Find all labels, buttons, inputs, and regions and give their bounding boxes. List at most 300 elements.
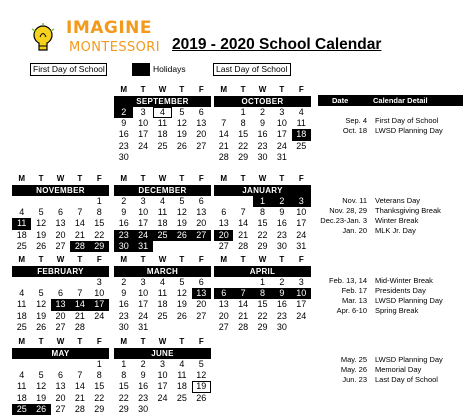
day-cell: 27 (55, 240, 66, 251)
day-cell: 17 (276, 129, 287, 140)
day-cell: 28 (238, 321, 249, 332)
event-row (306, 276, 466, 286)
logo-text-imagine (66, 18, 152, 38)
day-cell: 7 (77, 207, 83, 218)
day-cell: 21 (74, 392, 85, 403)
day-cell: 15 (118, 381, 129, 392)
day-cell: 20 (55, 392, 66, 403)
day-cell: 3 (140, 196, 146, 206)
event-detail: Spring Break (375, 306, 419, 315)
event-row (306, 365, 466, 375)
day-cell: 7 (240, 207, 246, 218)
day-cell: 23 (138, 392, 149, 403)
day-cell: 16 (118, 218, 129, 229)
day-cell: 6 (57, 288, 63, 299)
day-cell: 11 (157, 288, 168, 299)
day-cell: 4 (159, 196, 165, 206)
day-cell: 9 (279, 207, 285, 218)
weekday-label: W (158, 174, 167, 183)
day-cell: 21 (238, 310, 249, 321)
event-date: Jan. 20 (342, 226, 367, 235)
day-cell: 17 (138, 299, 149, 310)
day-grid (12, 277, 109, 333)
day-cell-holiday: 25 (153, 230, 172, 241)
day-cell: 10 (296, 207, 307, 218)
day-cell-holiday: 9 (272, 288, 291, 299)
day-empty (51, 196, 70, 207)
month-november (12, 173, 109, 252)
event-detail: First Day of School (375, 116, 439, 125)
day-cell: 11 (177, 370, 187, 381)
day-cell: 29 (94, 403, 105, 414)
day-cell-holiday: 7 (233, 288, 252, 299)
weekday-label: F (298, 85, 304, 94)
day-cell: 28 (74, 403, 85, 414)
day-cell-holiday: 13 (51, 299, 70, 310)
weekday-label: M (120, 85, 128, 94)
day-cell: 22 (257, 310, 268, 321)
day-cell: 23 (276, 229, 287, 240)
day-cell: 18 (157, 299, 168, 310)
weekday-label: T (279, 174, 285, 183)
event-detail: LWSD Planning Day (375, 355, 443, 364)
day-cell: 24 (276, 140, 287, 151)
weekday-label: T (279, 85, 285, 94)
day-cell: 9 (121, 288, 127, 299)
day-cell-holiday: 10 (292, 288, 311, 299)
day-cell: 25 (16, 240, 27, 251)
month-name: MAY (12, 348, 109, 359)
day-cell: 22 (257, 229, 268, 240)
page-title: 2019 - 2020 School Calendar (172, 36, 382, 53)
day-empty (70, 196, 89, 207)
school-logo (26, 13, 176, 63)
details-header-detail: Calendar Detail (373, 96, 428, 105)
legend-last-day: Last Day of School (213, 63, 291, 76)
weekday-label: W (158, 85, 167, 94)
legend-first-day: First Day of School (30, 63, 107, 76)
event-date: Mar. 13 (341, 296, 367, 305)
day-cell-holiday: 8 (253, 288, 272, 299)
event-row (306, 226, 466, 236)
event-detail: Thanksgiving Break (375, 206, 441, 215)
month-october (214, 84, 311, 163)
day-cell: 28 (74, 321, 85, 332)
weekday-label: W (56, 255, 65, 264)
day-cell: 19 (36, 229, 47, 240)
weekday-label: M (220, 85, 228, 94)
day-cell: 24 (138, 310, 149, 321)
day-empty (233, 277, 252, 288)
day-cell-holiday: 17 (90, 299, 109, 310)
day-cell: 4 (19, 207, 25, 218)
day-cell: 20 (55, 310, 66, 321)
day-cell: 17 (296, 218, 307, 229)
day-empty (12, 277, 31, 288)
day-cell: 5 (179, 107, 185, 117)
day-cell: 13 (196, 118, 207, 129)
weekday-label: T (179, 255, 185, 264)
day-cell: 12 (176, 118, 187, 129)
day-cell-holiday: 30 (114, 241, 133, 252)
weekday-header (12, 336, 109, 348)
day-cell-holiday: 28 (70, 241, 89, 252)
day-cell: 17 (138, 129, 149, 140)
day-cell: 9 (121, 118, 127, 129)
day-cell: 18 (16, 229, 27, 240)
day-grid (214, 107, 311, 163)
weekday-label: W (258, 174, 267, 183)
day-empty (31, 196, 50, 207)
weekday-label: T (38, 255, 44, 264)
day-cell-holiday: 31 (133, 241, 152, 252)
day-cell-holiday: 24 (133, 230, 152, 241)
weekday-label: W (56, 174, 65, 183)
event-date: Nov. 11 (342, 196, 367, 205)
weekday-label: M (120, 337, 128, 346)
day-cell: 30 (138, 403, 149, 414)
event-date: Oct. 18 (342, 126, 367, 135)
weekday-header (114, 254, 211, 266)
day-cell: 31 (138, 321, 149, 332)
details-header (318, 95, 463, 106)
day-cell: 1 (96, 359, 102, 369)
day-cell: 29 (257, 321, 268, 332)
day-cell: 26 (196, 392, 207, 403)
weekday-label: F (298, 174, 304, 183)
event-date: Feb. 17 (341, 286, 367, 295)
day-cell: 21 (74, 310, 85, 321)
day-cell: 16 (276, 299, 287, 310)
day-cell: 15 (257, 299, 268, 310)
day-cell: 4 (298, 107, 304, 117)
event-date: Feb. 13, 14 (329, 276, 367, 285)
day-cell: 1 (259, 277, 265, 287)
day-cell-holiday: 20 (214, 230, 233, 241)
day-cell: 23 (257, 140, 268, 151)
day-cell: 7 (221, 118, 227, 129)
day-cell: 15 (94, 218, 105, 229)
day-cell: 21 (74, 229, 85, 240)
weekday-header (114, 173, 211, 185)
weekday-label: W (258, 255, 267, 264)
day-cell: 5 (38, 207, 44, 218)
weekday-label: T (179, 174, 185, 183)
day-cell: 20 (196, 218, 207, 229)
day-cell: 3 (96, 277, 102, 287)
legend-holidays-label: Holidays (153, 64, 186, 74)
day-cell: 16 (276, 218, 287, 229)
day-cell: 30 (276, 321, 287, 332)
day-cell: 10 (157, 370, 168, 381)
day-cell: 24 (138, 140, 149, 151)
day-empty (214, 107, 233, 118)
month-name: MARCH (114, 266, 211, 277)
event-row (306, 355, 466, 365)
day-cell-holiday: 11 (12, 218, 31, 229)
day-cell: 28 (238, 240, 249, 251)
day-cell: 8 (121, 370, 127, 381)
event-row (306, 296, 466, 306)
day-cell: 29 (257, 240, 268, 251)
weekday-label: T (38, 337, 44, 346)
month-june (114, 336, 211, 415)
day-cell: 15 (238, 129, 249, 140)
day-cell-holiday: 2 (272, 196, 291, 207)
day-cell: 26 (36, 321, 47, 332)
day-cell: 4 (179, 359, 185, 369)
event-row (306, 196, 466, 206)
weekday-label: F (96, 255, 102, 264)
month-name: NOVEMBER (12, 185, 109, 196)
day-cell: 4 (19, 370, 25, 381)
day-cell: 11 (17, 381, 27, 392)
day-empty (70, 359, 89, 370)
event-detail: Last Day of School (375, 375, 438, 384)
day-cell: 24 (94, 310, 105, 321)
weekday-label: T (240, 255, 246, 264)
weekday-label: F (96, 337, 102, 346)
day-cell: 30 (276, 240, 287, 251)
day-cell: 14 (238, 299, 249, 310)
day-cell: 10 (276, 118, 287, 129)
event-date: Dec.23-Jan. 3 (320, 216, 367, 225)
day-cell: 3 (298, 277, 304, 287)
event-row (306, 216, 466, 226)
day-cell: 3 (140, 107, 146, 117)
event-date: Nov. 28, 29 (329, 206, 367, 215)
day-cell-holiday: 27 (192, 230, 211, 241)
day-cell: 19 (176, 218, 187, 229)
day-cell: 11 (17, 299, 27, 310)
weekday-label: T (140, 255, 146, 264)
day-cell: 17 (138, 218, 149, 229)
day-cell: 26 (36, 240, 47, 251)
day-cell: 25 (157, 310, 168, 321)
day-cell: 2 (121, 196, 127, 206)
day-cell: 25 (296, 140, 307, 151)
day-cell: 15 (94, 381, 105, 392)
day-cell: 27 (196, 140, 207, 151)
event-detail: Mid-Winter Break (375, 276, 433, 285)
event-date: Sep. 4 (345, 116, 367, 125)
weekday-label: T (240, 174, 246, 183)
event-row (306, 206, 466, 216)
details-header-date: Date (332, 96, 349, 105)
day-cell: 11 (157, 207, 168, 218)
day-cell: 16 (257, 129, 268, 140)
day-cell: 9 (259, 118, 265, 129)
day-cell: 4 (19, 288, 25, 299)
day-cell-holiday: 26 (172, 230, 191, 241)
day-empty (51, 359, 70, 370)
month-name: APRIL (214, 266, 311, 277)
day-empty (70, 277, 89, 288)
day-cell: 20 (196, 129, 207, 140)
day-cell: 19 (36, 310, 47, 321)
day-cell: 19 (176, 299, 187, 310)
day-cell: 15 (257, 218, 268, 229)
weekday-label: M (18, 255, 26, 264)
day-cell: 12 (176, 207, 187, 218)
day-cell: 8 (96, 370, 102, 381)
day-cell: 7 (77, 288, 83, 299)
day-cell: 14 (238, 218, 249, 229)
logo-text-montessori: MONTESSORI (69, 40, 160, 55)
event-date: Jun. 23 (342, 375, 367, 384)
day-cell: 5 (198, 359, 204, 369)
day-grid (114, 196, 211, 252)
event-detail: Presidents Day (375, 286, 426, 295)
day-cell: 12 (196, 370, 207, 381)
weekday-label: T (77, 337, 83, 346)
event-detail: LWSD Planning Day (375, 126, 443, 135)
day-cell: 5 (38, 370, 44, 381)
day-grid (114, 107, 211, 163)
day-cell: 4 (153, 107, 172, 118)
day-cell: 27 (196, 310, 207, 321)
day-cell: 13 (218, 299, 229, 310)
weekday-label: M (120, 174, 128, 183)
day-cell: 23 (118, 140, 129, 151)
day-cell-holiday: 14 (70, 299, 89, 310)
day-cell: 14 (74, 381, 85, 392)
weekday-label: M (220, 255, 228, 264)
day-cell: 16 (138, 381, 149, 392)
event-row (306, 306, 466, 316)
day-cell: 19 (176, 129, 187, 140)
event-detail: Veterans Day (375, 196, 421, 205)
month-september (114, 84, 211, 163)
day-cell: 17 (157, 381, 168, 392)
month-name: SEPTEMBER (114, 96, 211, 107)
day-cell: 22 (94, 229, 105, 240)
day-empty (214, 277, 233, 288)
day-empty (233, 196, 252, 207)
day-cell: 21 (218, 140, 229, 151)
month-may (12, 336, 109, 415)
lightbulb-icon (30, 23, 58, 57)
day-cell: 18 (16, 310, 27, 321)
day-cell: 30 (118, 321, 129, 332)
day-cell: 2 (121, 277, 127, 287)
day-cell: 20 (55, 229, 66, 240)
day-cell: 18 (176, 381, 187, 392)
weekday-label: F (198, 255, 204, 264)
day-cell: 31 (296, 240, 307, 251)
day-cell: 12 (176, 288, 187, 299)
month-name: JANUARY (214, 185, 311, 196)
day-cell: 27 (55, 403, 66, 414)
weekday-label: T (179, 85, 185, 94)
day-grid (114, 359, 211, 415)
day-empty (31, 359, 50, 370)
day-cell: 25 (176, 392, 187, 403)
day-cell: 9 (121, 207, 127, 218)
day-cell: 27 (55, 321, 66, 332)
day-cell: 9 (140, 370, 146, 381)
day-cell: 20 (196, 299, 207, 310)
weekday-header (214, 84, 311, 96)
month-december (114, 173, 211, 252)
day-cell: 6 (198, 196, 204, 206)
day-cell: 7 (77, 370, 83, 381)
day-cell-holiday: 25 (12, 404, 31, 415)
day-cell: 12 (36, 299, 47, 310)
day-cell: 23 (276, 310, 287, 321)
day-cell-holiday: 13 (192, 288, 211, 299)
weekday-label: F (96, 174, 102, 183)
weekday-label: M (18, 174, 26, 183)
event-detail: LWSD Planning Day (375, 296, 443, 305)
day-cell: 24 (157, 392, 168, 403)
day-cell: 1 (240, 107, 246, 117)
day-empty (12, 359, 31, 370)
day-cell: 24 (296, 229, 307, 240)
day-cell: 24 (296, 310, 307, 321)
weekday-header (114, 336, 211, 348)
day-cell: 17 (296, 299, 307, 310)
day-cell: 22 (118, 392, 129, 403)
day-grid (114, 277, 211, 333)
day-cell: 8 (240, 118, 246, 129)
month-name: DECEMBER (114, 185, 211, 196)
day-empty (12, 196, 31, 207)
day-cell: 19 (192, 381, 211, 392)
day-cell: 10 (138, 118, 149, 129)
day-cell-holiday: 1 (253, 196, 272, 207)
day-cell: 31 (276, 151, 287, 162)
day-cell: 13 (196, 207, 207, 218)
day-cell-holiday: 23 (114, 230, 133, 241)
weekday-label: F (298, 255, 304, 264)
event-date: May. 25 (340, 355, 367, 364)
month-name: FEBRUARY (12, 266, 109, 277)
day-cell: 16 (118, 299, 129, 310)
month-april (214, 254, 311, 333)
weekday-label: T (77, 174, 83, 183)
day-cell: 8 (259, 207, 265, 218)
day-cell: 29 (118, 403, 129, 414)
day-cell: 22 (94, 392, 105, 403)
weekday-label: T (140, 337, 146, 346)
weekday-header (214, 173, 311, 185)
day-cell: 1 (96, 196, 102, 206)
day-cell-holiday: 2 (114, 107, 133, 118)
event-row (306, 375, 466, 385)
day-cell: 6 (198, 277, 204, 287)
day-cell-holiday: 6 (214, 288, 233, 299)
day-cell: 10 (138, 288, 149, 299)
day-cell: 23 (118, 310, 129, 321)
day-cell: 11 (157, 118, 168, 129)
day-cell: 3 (159, 359, 165, 369)
day-cell: 4 (159, 277, 165, 287)
day-cell: 22 (238, 140, 249, 151)
weekday-label: T (279, 255, 285, 264)
weekday-header (12, 173, 109, 185)
day-cell-holiday: 26 (31, 404, 50, 415)
day-cell: 14 (218, 129, 229, 140)
day-cell: 27 (218, 321, 229, 332)
weekday-label: W (158, 337, 167, 346)
weekday-label: W (158, 255, 167, 264)
day-cell: 25 (157, 140, 168, 151)
day-grid (214, 277, 311, 333)
day-grid (214, 196, 311, 252)
weekday-label: F (198, 174, 204, 183)
month-february (12, 254, 109, 333)
